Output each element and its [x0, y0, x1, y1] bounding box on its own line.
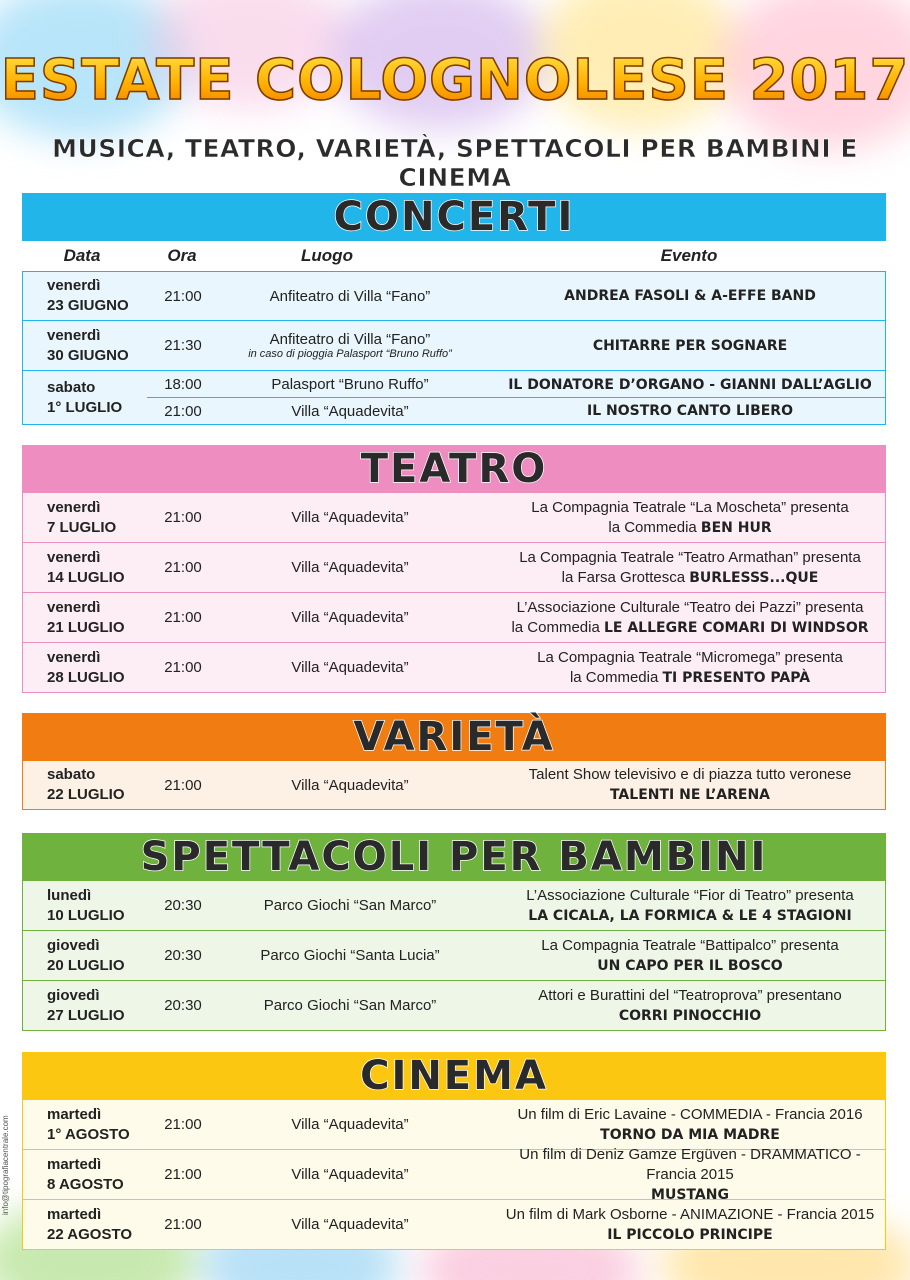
- event-cell: L’Associazione Culturale “Teatro dei Pazzi” presenta la Commedia LE ALLEGRE COMARI DI WINDSOR: [511, 598, 869, 636]
- place-cell: Parco Giochi “Santa Lucia”: [260, 947, 440, 964]
- date-cell: venerdì 23 GIUGNO: [47, 277, 129, 314]
- event-cell: Attori e Burattini del “Teatroprova” presentano CORRI PINOCCHIO: [538, 986, 842, 1024]
- time-cell: 20:30: [164, 947, 202, 964]
- date-cell: venerdì 7 LUGLIO: [47, 498, 117, 536]
- section-bambini: [22, 833, 886, 1031]
- table-row: [23, 761, 885, 809]
- date-cell: lunedì 10 LUGLIO: [47, 886, 125, 924]
- date-cell: sabato 22 LUGLIO: [47, 766, 125, 803]
- event-cell: Un film di Mark Osborne - ANIMAZIONE - Francia 2015 IL PICCOLO PRINCIPE: [505, 1205, 875, 1243]
- section-teatro: [22, 445, 886, 693]
- time-cell: 21:00: [164, 1166, 202, 1183]
- time-cell: 20:30: [164, 997, 202, 1014]
- date-cell: giovedì 27 LUGLIO: [47, 986, 125, 1024]
- event-cell: La Compagnia Teatrale “La Moscheta” presenta la Commedia BEN HUR: [531, 498, 849, 536]
- place-cell: Parco Giochi “San Marco”: [263, 997, 437, 1014]
- section-title: CINEMA: [360, 1053, 548, 1099]
- schedule-table: [22, 271, 886, 425]
- section-title: SPETTACOLI PER BAMBINI: [140, 834, 768, 880]
- table-row: [23, 493, 885, 542]
- date-cell: giovedì 20 LUGLIO: [47, 936, 125, 974]
- place-cell: Villa “Aquadevita”: [291, 559, 409, 576]
- place-cell: Anfiteatro di Villa “Fano”: [269, 287, 431, 305]
- table-row: [23, 542, 885, 592]
- date-cell: sabato 1° LUGLIO: [47, 378, 123, 416]
- section-band: [22, 1052, 886, 1100]
- section-band: [22, 833, 886, 881]
- time-cell: 21:00: [164, 559, 202, 576]
- time-cell: 21:00: [164, 776, 202, 794]
- date-cell: martedì 1° AGOSTO: [47, 1105, 130, 1143]
- place-cell: Villa “Aquadevita”: [291, 1116, 409, 1133]
- event-cell: IL NOSTRO CANTO LIBERO: [586, 403, 793, 419]
- place-cell: Villa “Aquadevita”: [291, 402, 409, 420]
- section-band: [22, 445, 886, 493]
- time-cell: 21:30: [164, 337, 202, 354]
- time-cell: 21:00: [164, 1116, 202, 1133]
- date-cell: martedì 8 AGOSTO: [47, 1155, 124, 1193]
- schedule-table: [22, 1100, 886, 1250]
- event-cell: CHITARRE PER SOGNARE: [592, 337, 788, 354]
- column-header-time: Ora: [167, 246, 197, 265]
- section-band: [22, 193, 886, 241]
- schedule-table: [22, 493, 886, 693]
- section-varieta: [22, 713, 886, 810]
- place-cell: Villa “Aquadevita”: [291, 659, 409, 676]
- place-cell: Parco Giochi “San Marco”: [263, 897, 437, 914]
- date-cell: venerdì 28 LUGLIO: [47, 648, 125, 686]
- table-row: [23, 1199, 885, 1249]
- section-title: VARIETÀ: [353, 714, 555, 760]
- event-cell: Un film di Deniz Gamze Ergüven - DRAMMATICO - Francia 2015 MUSTANG: [519, 1145, 861, 1203]
- place-cell: Anfiteatro di Villa “Fano” in caso di pioggia Palasport “Bruno Ruffo”: [248, 331, 452, 360]
- place-cell: Villa “Aquadevita”: [291, 776, 409, 794]
- date-cell: venerdì 30 GIUGNO: [47, 326, 129, 364]
- section-band: [22, 713, 886, 761]
- date-cell: martedì 22 AGOSTO: [47, 1205, 133, 1243]
- time-cell: 18:00: [164, 376, 202, 393]
- event-cell: ANDREA FASOLI & A-EFFE BAND: [564, 288, 816, 304]
- column-header-place: Luogo: [301, 246, 353, 265]
- time-cell: 21:00: [164, 509, 202, 526]
- printer-credit: info@tipografiacentrale.com: [1, 1115, 10, 1215]
- time-cell: 21:00: [164, 609, 202, 626]
- date-cell: venerdì 14 LUGLIO: [47, 548, 125, 586]
- event-cell: L’Associazione Culturale “Fior di Teatro” presenta LA CICALA, LA FORMICA & LE 4 STAGIONI: [526, 886, 854, 924]
- section-title: TEATRO: [360, 446, 548, 492]
- section-cinema: [22, 1052, 886, 1250]
- section-concerti: [22, 193, 886, 425]
- schedule-table: [22, 761, 886, 810]
- table-row: [23, 1145, 885, 1203]
- table-row: [23, 980, 885, 1030]
- column-header-event: Evento: [660, 246, 718, 265]
- time-cell: 21:00: [164, 287, 202, 305]
- date-cell: venerdì 21 LUGLIO: [47, 598, 125, 636]
- place-cell: Villa “Aquadevita”: [291, 1216, 409, 1233]
- event-cell: La Compagnia Teatrale “Teatro Armathan” presenta la Farsa Grottesca BURLESSS...QUE: [519, 548, 861, 586]
- event-cell: IL DONATORE D’ORGANO - GIANNI DALL’AGLIO: [508, 376, 872, 393]
- table-row: [23, 271, 885, 320]
- event-cell: La Compagnia Teatrale “Battipalco” presenta UN CAPO PER IL BOSCO: [541, 936, 839, 974]
- time-cell: 21:00: [164, 1216, 202, 1233]
- event-cell: La Compagnia Teatrale “Micromega” presenta la Commedia TI PRESENTO PAPÀ: [537, 648, 843, 686]
- column-header-date: Data: [63, 246, 101, 265]
- table-row: [23, 642, 885, 692]
- place-cell: Villa “Aquadevita”: [291, 509, 409, 526]
- place-cell: Palasport “Bruno Ruffo”: [271, 376, 429, 393]
- table-row: [23, 370, 885, 424]
- time-cell: 21:00: [164, 402, 202, 420]
- rain-note: in caso di pioggia Palasport “Bruno Ruffo”: [248, 348, 452, 360]
- table-row: [23, 1100, 885, 1149]
- section-title: CONCERTI: [333, 194, 575, 240]
- place-cell: Villa “Aquadevita”: [291, 1166, 409, 1183]
- column-headers: [22, 241, 886, 271]
- table-row: [23, 592, 885, 642]
- time-cell: 21:00: [164, 659, 202, 676]
- place-cell: Villa “Aquadevita”: [291, 609, 409, 626]
- time-cell: 20:30: [164, 897, 202, 914]
- table-row: [23, 930, 885, 980]
- schedule-table: [22, 881, 886, 1031]
- poster-title: ESTATE COLOGNOLESE 2017: [0, 48, 910, 113]
- table-row: [23, 320, 885, 370]
- event-cell: Un film di Eric Lavaine - COMMEDIA - Francia 2016 TORNO DA MIA MADRE: [517, 1105, 863, 1143]
- event-cell: Talent Show televisivo e di piazza tutto veronese TALENTI NE L’ARENA: [528, 766, 852, 803]
- poster-subtitle: MUSICA, TEATRO, VARIETÀ, SPETTACOLI PER BAMBINI E CINEMA: [52, 134, 858, 192]
- table-row: [23, 881, 885, 930]
